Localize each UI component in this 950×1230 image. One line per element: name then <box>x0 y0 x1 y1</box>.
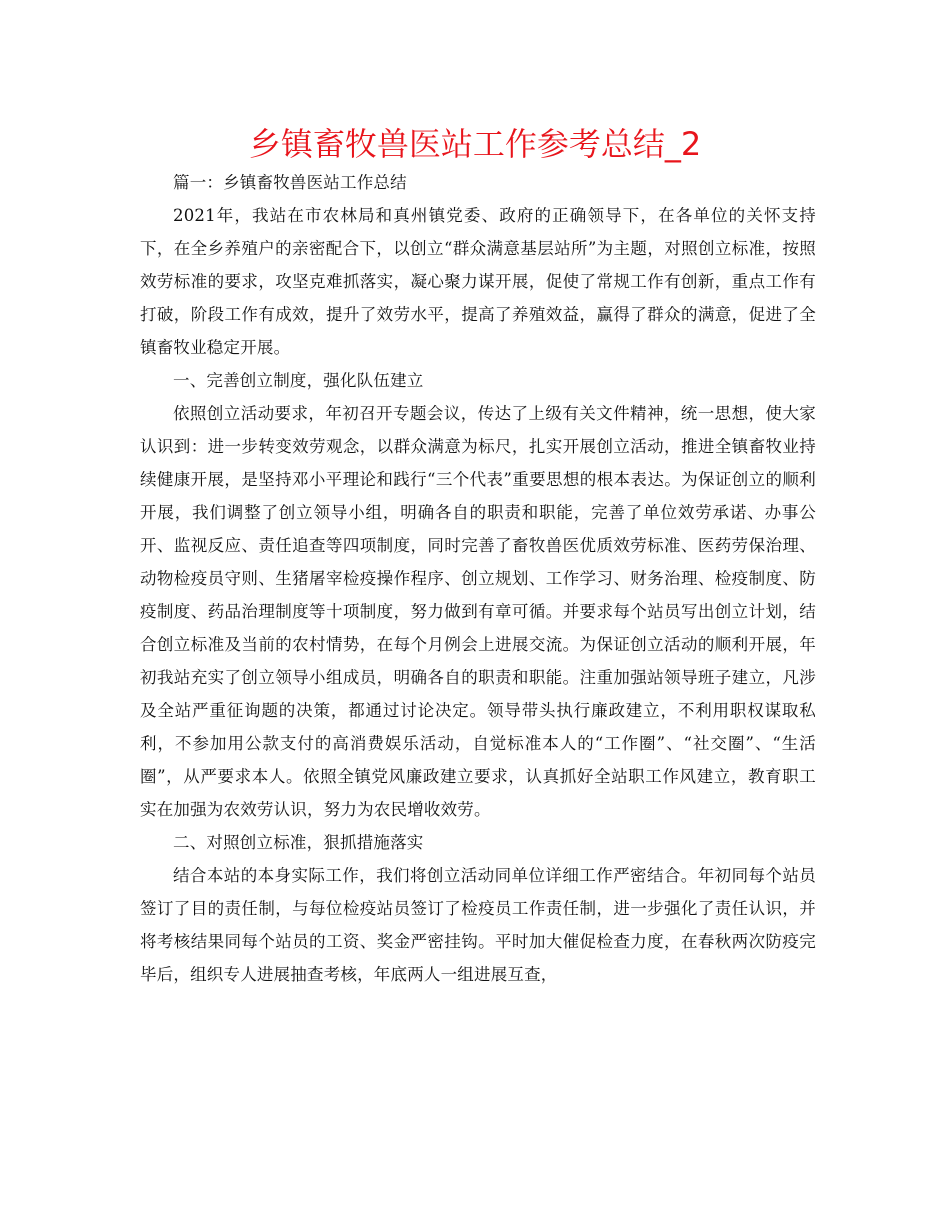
paragraph-subtitle: 篇一：乡镇畜牧兽医站工作总结 <box>173 173 407 192</box>
paragraph-section-1: 依照创立活动要求，年初召开专题会议，传达了上级有关文件精神，统一思想，使大家认识到：进一步转变效劳观念，以群众满意为标尺，扎实开展创立活动，推进全镇畜牧业持续健康开展，是坚持邓小平理论和践行“三个代表”重要思想的根本表达。为保证创立的顺利开展，我们调整了创立领导小组，明确各自的职责和职能，完善了单位效劳承诺、办事公开、监视反应、责任追查等四项制度，同时完善了畜牧兽医优质效劳标准、医药劳保治理、动物检疫员守则、生猪屠宰检疫操作程序、创立规划、工作学习、财务治理、检疫制度、防疫制度、药品治理制度等十项制度，努力做到有章可循。并要求每个站员写出创立计划，结合创立标准及当前的农村情势，在每个月例会上进展交流。为保证创立活动的顺利开展，年初我站充实了创立领导小组成员，明确各自的职责和职能。注重加强站领导班子建立，凡涉及全站严重征询题的决策，都通过讨论决定。领导带头执行廉政建立，不利用职权谋取私利，不参加用公款支付的高消费娱乐活动，自觉标准本人的“工作圈”、“社交圈”、“生活圈”，从严要求本人。依照全镇党风廉政建立要求，认真抓好全站职工作风建立，教育职工实在加强为农效劳认识，努力为农民增收效劳。 <box>140 404 816 819</box>
paragraph-intro: 2021年，我站在市农林局和真州镇党委、政府的正确领导下，在各单位的关怀支持下，在全乡养殖户的亲密配合下，以创立“群众满意基层站所”为主题，对照创立标准，按照效劳标准的要求，攻坚克难抓落实，凝心聚力谋开展，促使了常规工作有创新，重点工作有打破，阶段工作有成效，提升了效劳水平，提高了养殖效益，赢得了群众的满意，促进了全镇畜牧业稳定开展。 <box>140 206 816 357</box>
document-title: 乡镇畜牧兽医站工作参考总结_2 <box>248 125 702 163</box>
document-body <box>140 166 816 991</box>
paragraph-section-2: 结合本站的本身实际工作，我们将创立活动同单位详细工作严密结合。年初同每个站员签订了目的责任制，与每位检疫站员签订了检疫员工作责任制，进一步强化了责任认识，并将考核结果同每个站员的工资、奖金严密挂钩。平时加大催促检查力度，在春秋两次防疫完毕后，组织专人进展抽查考核，年底两人一组进展互查， <box>140 866 816 984</box>
section-heading-2: 二、对照创立标准，狠抓措施落实 <box>173 833 424 852</box>
section-heading-1: 一、完善创立制度，强化队伍建立 <box>173 371 424 390</box>
